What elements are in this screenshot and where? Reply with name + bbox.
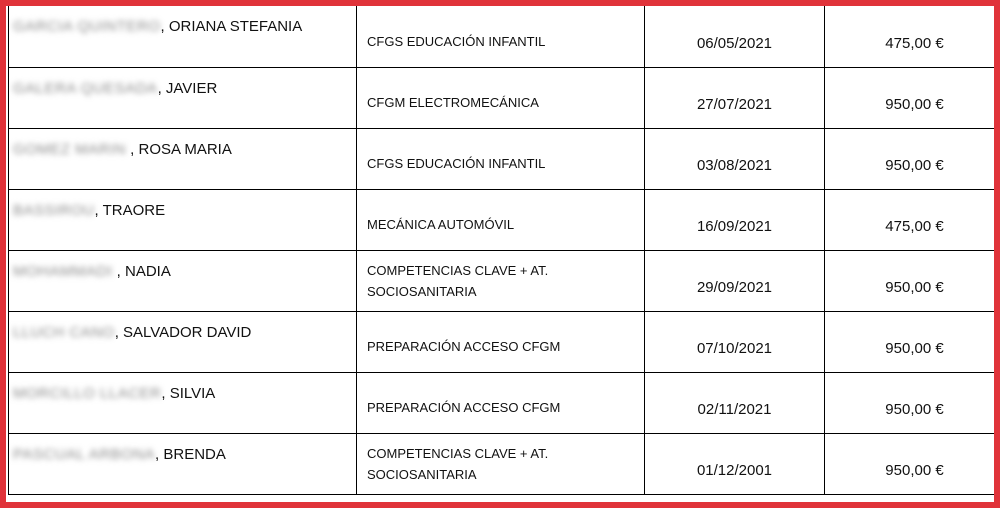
amount-cell: 950,00 €	[825, 311, 1000, 372]
amount-cell: 475,00 €	[825, 6, 1000, 67]
course-line: CFGS EDUCACIÓN INFANTIL	[367, 156, 546, 171]
date-cell: 16/09/2021	[645, 189, 825, 250]
given-name: , ORIANA STEFANIA	[160, 18, 303, 35]
course-line: CFGM ELECTROMECÁNICA	[367, 95, 539, 110]
name-cell	[9, 433, 357, 494]
date-cell: 06/05/2021	[645, 6, 825, 67]
given-name: , TRAORE	[94, 201, 166, 219]
given-name: , BRENDA	[155, 445, 226, 463]
course-line: SOCIOSANITARIA	[367, 466, 477, 482]
course-line: CFGS EDUCACIÓN INFANTIL	[367, 33, 546, 49]
date-cell: 27/07/2021	[645, 67, 825, 128]
course-cell	[357, 433, 645, 494]
blurred-surname: LLUCH CANO	[13, 323, 115, 341]
name-cell	[9, 189, 357, 250]
date-cell: 07/10/2021	[645, 311, 825, 372]
given-name: , ROSA MARIA	[126, 140, 232, 158]
amount-cell: 950,00 €	[825, 67, 1000, 128]
course-cell	[357, 372, 645, 433]
blurred-surname: MOHAMMADI	[13, 262, 113, 280]
blurred-surname: GARCIA QUINTERO	[13, 18, 161, 35]
name-cell	[9, 67, 357, 128]
table-body	[9, 6, 1000, 494]
name-cell	[9, 6, 357, 67]
course-cell	[357, 6, 645, 67]
table-row	[9, 189, 1000, 250]
given-name: , SALVADOR DAVID	[114, 323, 252, 341]
table-row	[9, 311, 1000, 372]
recipients-table	[8, 6, 1000, 495]
date-cell: 03/08/2021	[645, 128, 825, 189]
table-row	[9, 250, 1000, 311]
blurred-surname: GALERA QUESADA	[13, 79, 158, 97]
name-cell	[9, 311, 357, 372]
course-cell	[357, 189, 645, 250]
blurred-surname: MORCILLO LLACER	[13, 384, 162, 402]
date-cell: 01/12/2001	[645, 433, 825, 494]
blurred-surname: GOMEZ MARIN	[13, 140, 126, 158]
amount-cell: 950,00 €	[825, 433, 1000, 494]
given-name: , NADIA	[112, 262, 171, 280]
course-cell	[357, 67, 645, 128]
course-cell	[357, 128, 645, 189]
table-row	[9, 6, 1000, 67]
course-line: MECÁNICA AUTOMÓVIL	[367, 217, 515, 232]
blurred-surname: PASCUAL ARBONA	[13, 445, 156, 463]
given-name: , JAVIER	[157, 79, 218, 97]
date-cell: 29/09/2021	[645, 250, 825, 311]
course-line: COMPETENCIAS CLAVE + AT.	[367, 262, 549, 278]
course-line: PREPARACIÓN ACCESO CFGM	[367, 400, 561, 415]
date-cell: 02/11/2021	[645, 372, 825, 433]
name-cell	[9, 250, 357, 311]
amount-cell: 950,00 €	[825, 250, 1000, 311]
table-row	[9, 433, 1000, 494]
name-cell	[9, 128, 357, 189]
course-cell	[357, 250, 645, 311]
given-name: , SILVIA	[161, 384, 216, 402]
course-line: SOCIOSANITARIA	[367, 283, 477, 299]
amount-cell: 950,00 €	[825, 128, 1000, 189]
course-line: PREPARACIÓN ACCESO CFGM	[367, 339, 561, 354]
table-row	[9, 67, 1000, 128]
course-line: COMPETENCIAS CLAVE + AT.	[367, 445, 549, 461]
course-cell	[357, 311, 645, 372]
amount-cell: 950,00 €	[825, 372, 1000, 433]
blurred-surname: BASSIROU	[13, 201, 95, 219]
amount-cell: 475,00 €	[825, 189, 1000, 250]
name-cell	[9, 372, 357, 433]
table-row	[9, 372, 1000, 433]
table-row	[9, 128, 1000, 189]
